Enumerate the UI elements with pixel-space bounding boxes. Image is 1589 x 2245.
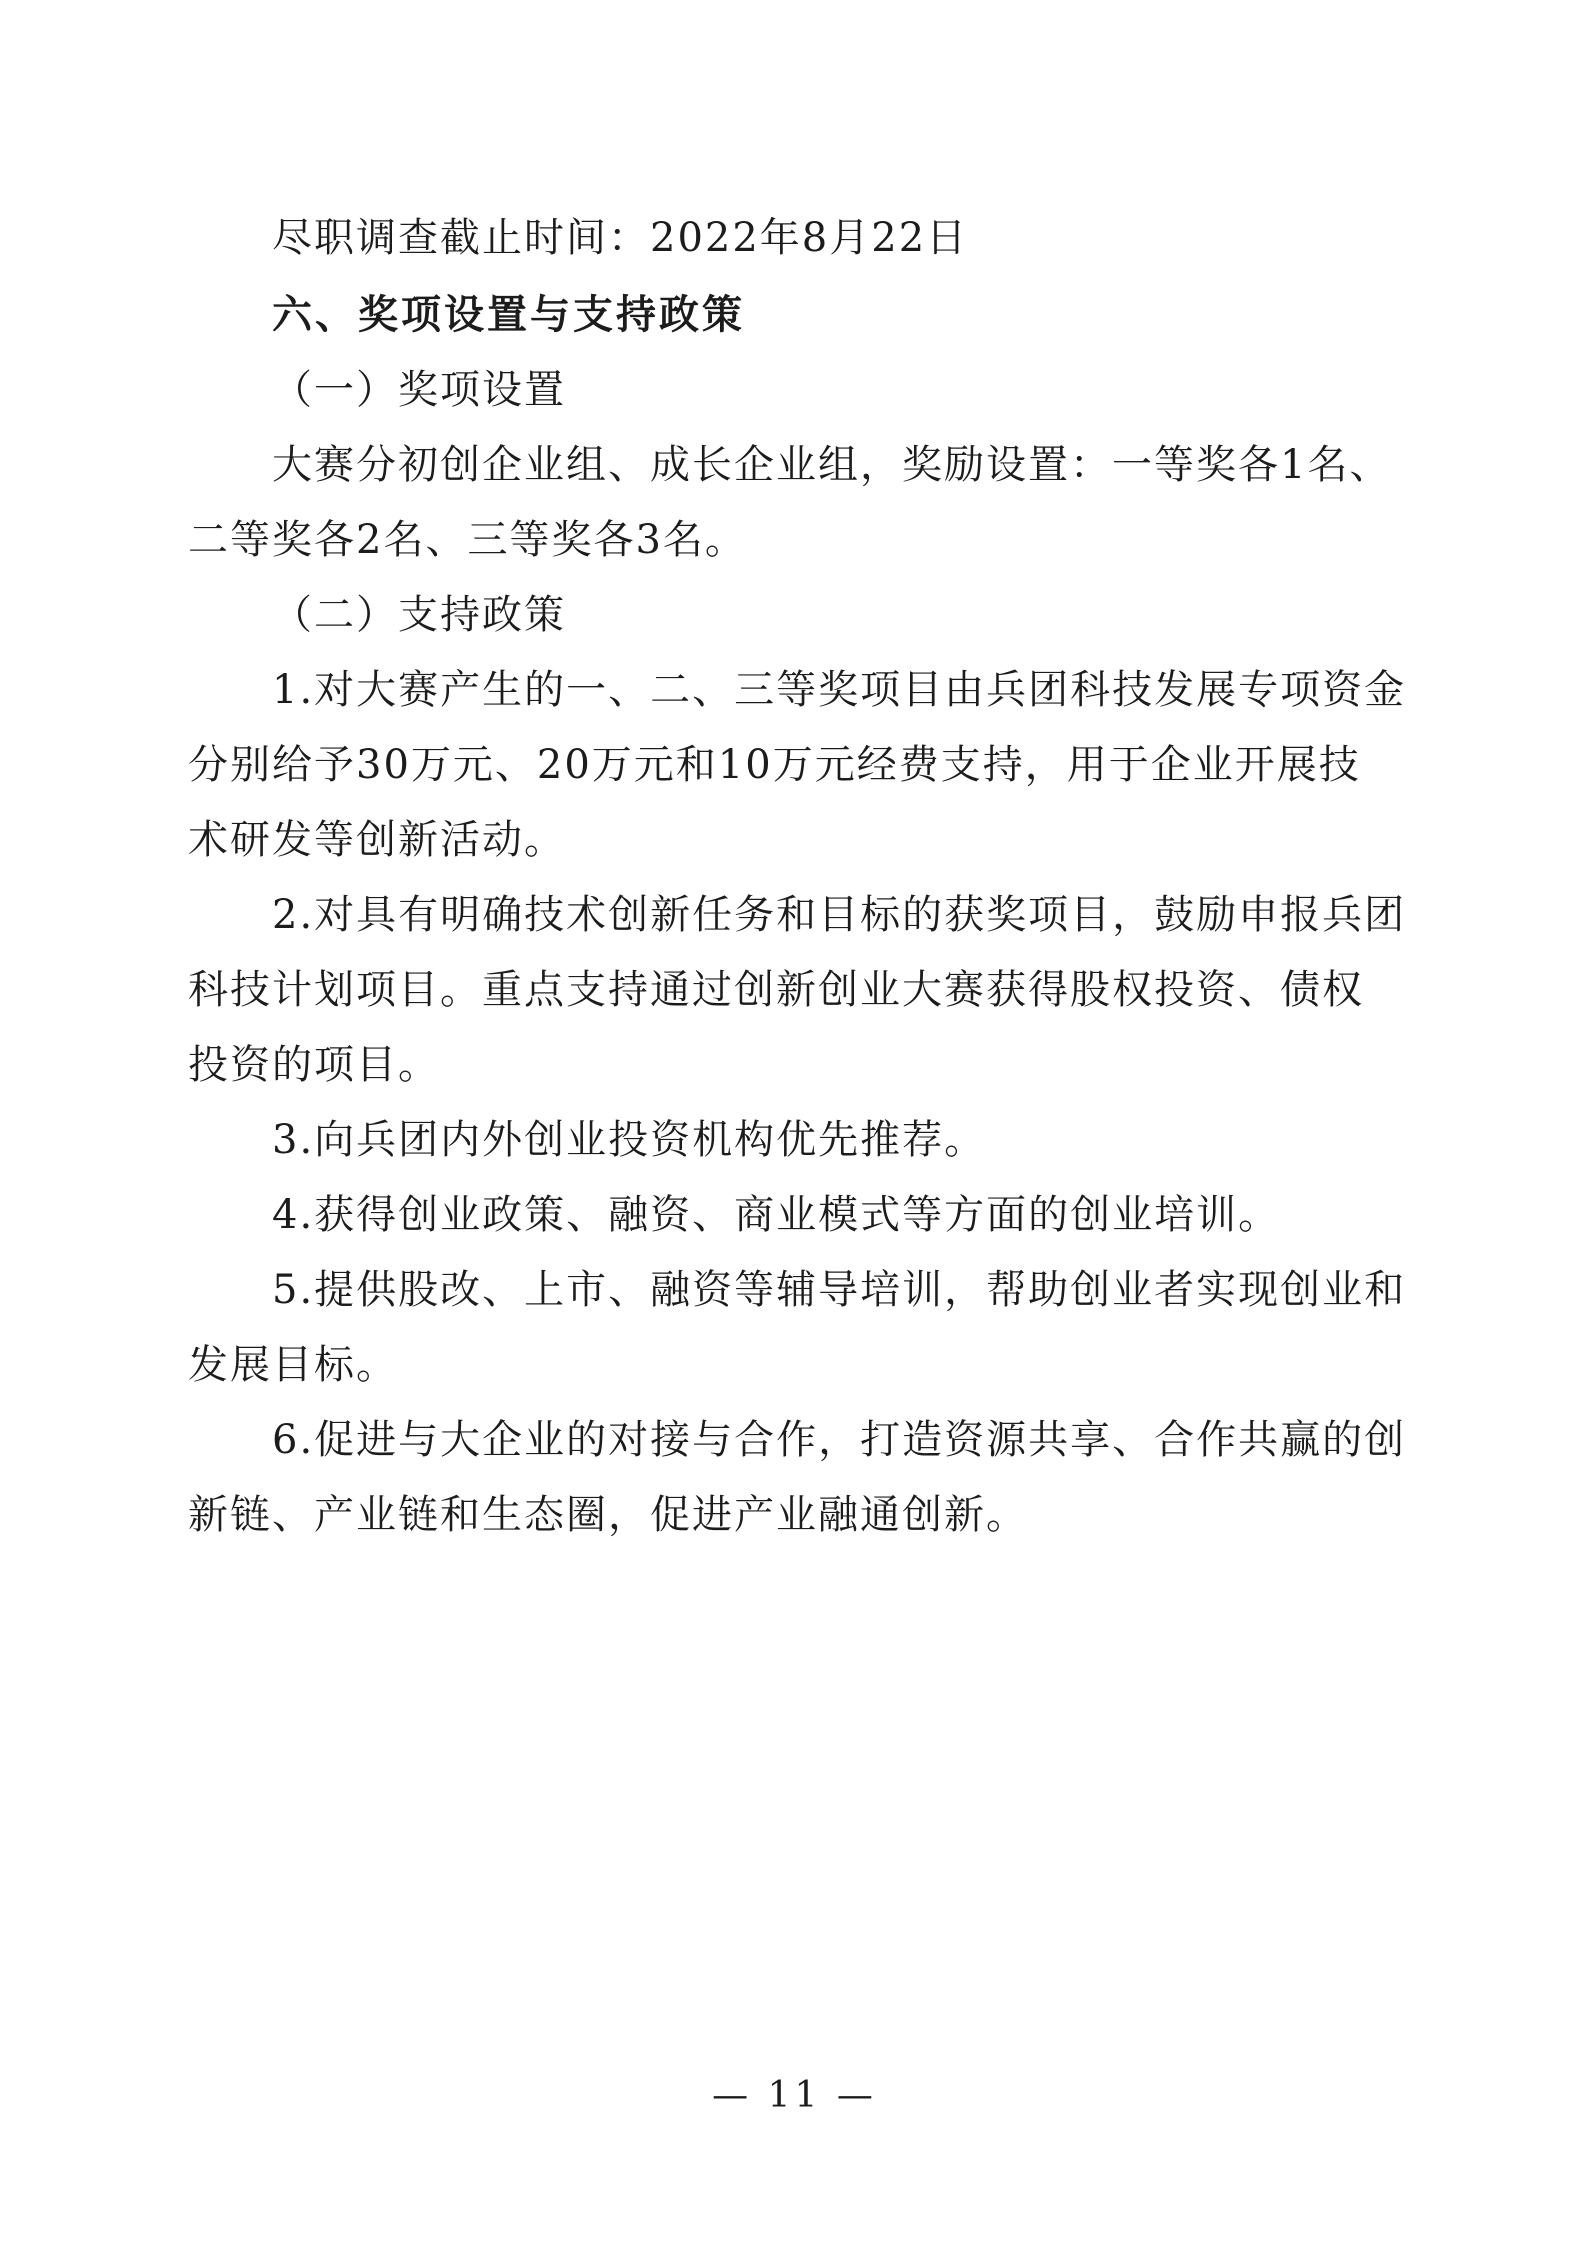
- paragraph-line: 发展目标。: [188, 1342, 398, 1388]
- paragraph-line: 科技计划项目。重点支持通过创新创业大赛获得股权投资、债权: [188, 967, 1364, 1013]
- section-heading-awards-policy: 六、奖项设置与支持政策: [272, 292, 745, 338]
- paragraph-line: 二等奖各2名、三等奖各3名。: [188, 517, 747, 563]
- paragraph-line: 分别给予30万元、20万元和10万元经费支持，用于企业开展技: [188, 742, 1361, 788]
- subsection-heading-awards: （一）奖项设置: [272, 367, 566, 413]
- due-diligence-deadline: 尽职调查截止时间：2022年8月22日: [272, 215, 969, 261]
- paragraph-line: 术研发等创新活动。: [188, 817, 566, 863]
- subsection-heading-support: （二）支持政策: [272, 592, 566, 638]
- paragraph-line: 1.对大赛产生的一、二、三等奖项目由兵团科技发展专项资金: [272, 667, 1407, 713]
- paragraph-line: 投资的项目。: [188, 1042, 440, 1088]
- paragraph-line: 大赛分初创企业组、成长企业组，奖励设置：一等奖各1名、: [272, 442, 1392, 488]
- paragraph-line: 4.获得创业政策、融资、商业模式等方面的创业培训。: [272, 1192, 1281, 1238]
- paragraph-line: 3.向兵团内外创业投资机构优先推荐。: [272, 1117, 987, 1163]
- page-number: — 11 —: [712, 2075, 877, 2116]
- paragraph-line: 6.促进与大企业的对接与合作，打造资源共享、合作共赢的创: [272, 1417, 1407, 1463]
- paragraph-line: 2.对具有明确技术创新任务和目标的获奖项目，鼓励申报兵团: [272, 892, 1407, 938]
- paragraph-line: 新链、产业链和生态圈，促进产业融通创新。: [188, 1492, 1028, 1538]
- paragraph-line: 5.提供股改、上市、融资等辅导培训，帮助创业者实现创业和: [272, 1267, 1407, 1313]
